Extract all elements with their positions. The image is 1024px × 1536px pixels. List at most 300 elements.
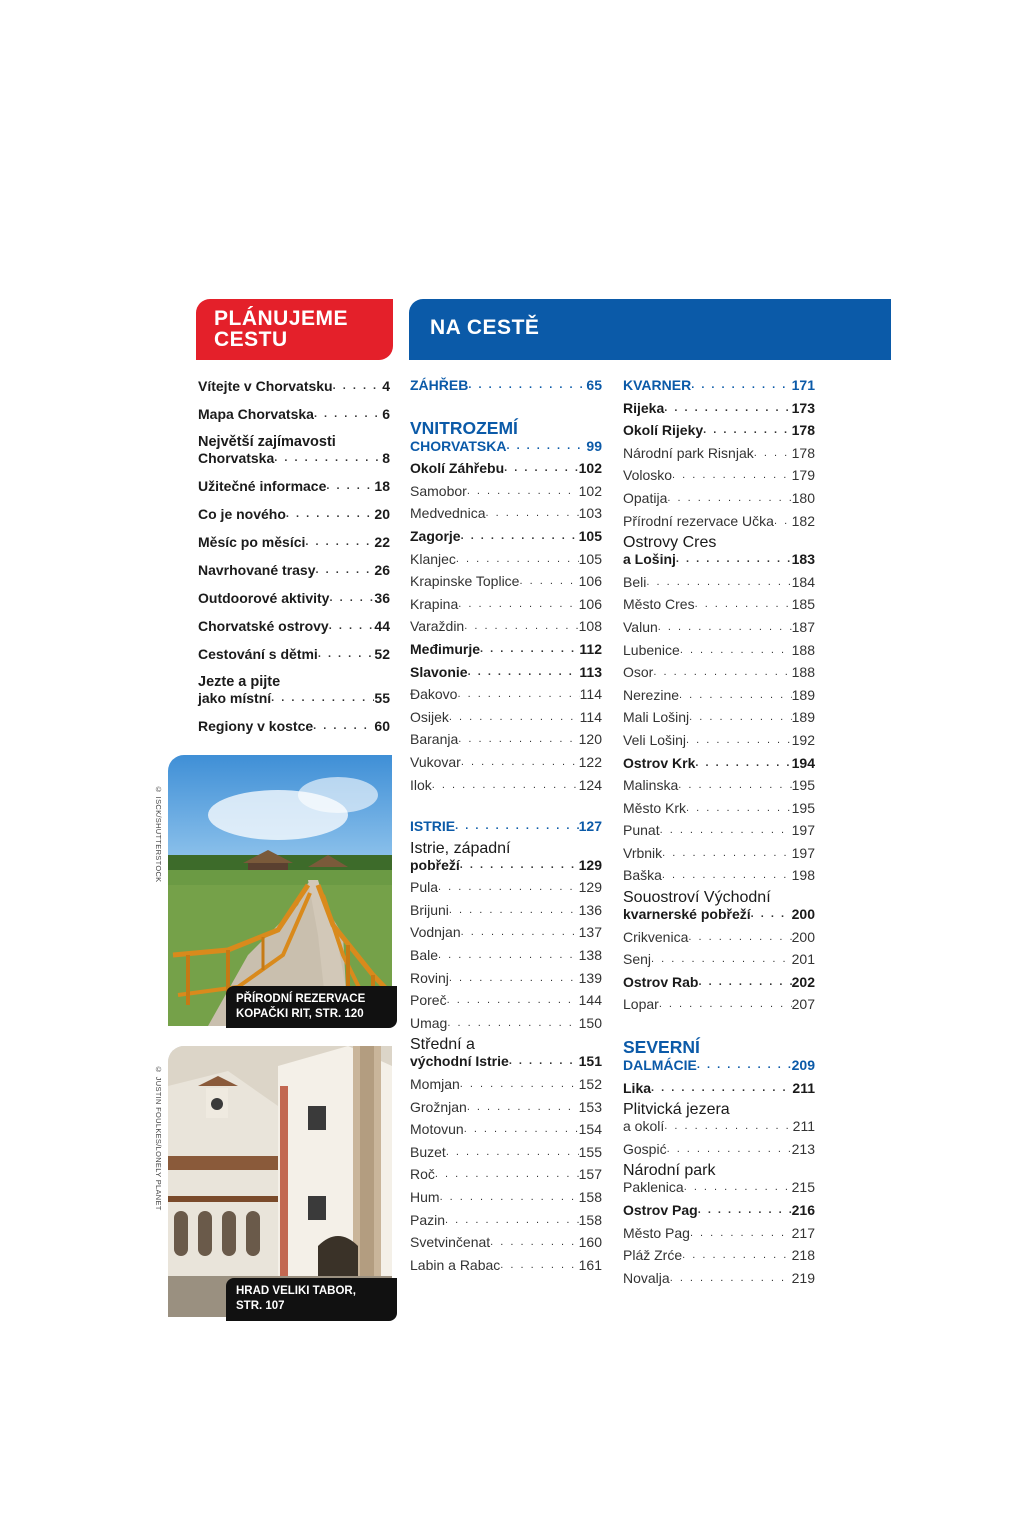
toc-entry-label: Nerezine <box>623 686 680 703</box>
toc-entry-row <box>623 709 815 725</box>
toc-entry-row <box>623 951 815 967</box>
toc-entry <box>410 1257 602 1273</box>
toc-entry-label: Přírodní rezervace Učka <box>623 512 774 529</box>
toc-page-number: 189 <box>791 709 815 726</box>
toc-page-number: 6 <box>382 406 390 422</box>
toc-page-number: 55 <box>374 690 390 706</box>
toc-leader-dots <box>676 551 792 567</box>
toc-entry-row <box>623 867 815 883</box>
caption-2-line1: HRAD VELIKI TABOR, <box>236 1285 356 1297</box>
toc-entry-label: Ilok <box>410 776 432 793</box>
toc-entry-row <box>623 664 815 680</box>
toc-leader-dots <box>695 755 791 771</box>
toc-leader-dots <box>438 879 579 895</box>
toc-entry-row <box>410 377 602 393</box>
toc-page-number: 153 <box>578 1098 602 1115</box>
toc-entry <box>410 1234 602 1250</box>
section-heading <box>410 419 602 454</box>
toc-entry-row <box>410 686 602 702</box>
toc-entry <box>410 777 602 793</box>
toc-entry-row <box>410 709 602 725</box>
toc-subsection <box>623 755 815 771</box>
photo-credit-1: © ISCK/SHUTTERSTOCK <box>154 785 163 883</box>
toc-entry-row <box>410 641 602 657</box>
toc-entry-label: Baška <box>623 867 662 884</box>
toc-leader-dots <box>318 646 375 662</box>
toc-entry-label: Đakovo <box>410 686 458 703</box>
toc-page-number: 139 <box>578 969 602 986</box>
toc-page-number: 187 <box>791 618 815 635</box>
toc-page-number: 136 <box>578 901 602 918</box>
toc-entry <box>623 687 815 703</box>
toc-entry <box>410 754 602 770</box>
toc-page-number: 113 <box>579 663 602 680</box>
toc-page-number: 22 <box>374 534 390 550</box>
planning-toc-entry <box>198 506 390 522</box>
toc-page-number: 26 <box>374 562 390 578</box>
toc-entry-row <box>623 490 815 506</box>
toc-page-number: 188 <box>791 641 815 658</box>
toc-page-number: 171 <box>791 377 815 393</box>
toc-entry-row <box>623 929 815 945</box>
toc-page-number: 155 <box>578 1143 602 1160</box>
section-heading <box>623 377 815 393</box>
toc-entry-row <box>623 687 815 703</box>
toc-entry-row <box>410 551 602 567</box>
toc-page-number: 216 <box>791 1202 815 1218</box>
toc-entry-row <box>623 642 815 658</box>
section-heading <box>623 1038 815 1073</box>
toc-page-number: 188 <box>791 664 815 681</box>
toc-entry-label: Regiony v kostce <box>198 718 314 734</box>
toc-entry-row <box>198 646 390 662</box>
planning-toc-entry <box>198 434 390 466</box>
toc-subsection <box>623 974 815 990</box>
toc-entry-row <box>198 690 390 706</box>
toc-page-number: 211 <box>792 1079 815 1096</box>
toc-entry-label: Labin a Rabac <box>410 1256 501 1273</box>
toc-entry <box>623 490 815 506</box>
toc-leader-dots <box>689 709 792 725</box>
toc-page-number: 44 <box>374 618 390 634</box>
toc-page-number: 127 <box>578 818 602 835</box>
toc-entry-row <box>623 422 815 438</box>
toc-entry-row <box>410 528 602 544</box>
toc-page-number: 219 <box>791 1269 815 1286</box>
planning-toc-entry <box>198 646 390 662</box>
toc-entry-row <box>623 377 815 393</box>
toc-leader-dots <box>458 731 578 747</box>
toc-entry-row <box>410 460 602 476</box>
toc-page-number: 178 <box>791 422 815 439</box>
toc-entry-label: Národní park Risnjak <box>623 444 754 461</box>
toc-page-number: 201 <box>791 951 815 968</box>
photo-veliki-tabor <box>168 1046 392 1317</box>
toc-page-number: 207 <box>791 996 815 1013</box>
toc-leader-dots <box>446 1144 579 1160</box>
toc-page-number: 195 <box>791 777 815 794</box>
toc-page-number: 218 <box>791 1247 815 1264</box>
toc-entry <box>623 642 815 658</box>
toc-leader-dots <box>703 422 791 438</box>
toc-entry-label: Vukovar <box>410 753 461 770</box>
toc-entry-label: Pula <box>410 879 439 896</box>
toc-page-number: 183 <box>791 551 815 568</box>
tab-planning-line2: CESTU <box>214 328 288 351</box>
toc-entry-label: Co je nového <box>198 506 286 522</box>
toc-entry-label: Samobor <box>410 482 467 499</box>
toc-entry-row <box>410 1234 602 1250</box>
toc-entry <box>410 1212 602 1228</box>
toc-page-number: 157 <box>578 1166 602 1183</box>
toc-entry-label: Medvednica <box>410 505 486 522</box>
toc-entry-label: Crikvenica <box>623 928 689 945</box>
toc-label-line1: Souostroví Východní <box>623 889 771 907</box>
toc-entry-label: Ostrov Rab <box>623 973 699 990</box>
toc-leader-dots <box>672 467 792 483</box>
toc-entry-row <box>410 1257 602 1273</box>
toc-leader-dots <box>684 1179 792 1195</box>
toc-entry-label: Krapinske Toplice <box>410 573 520 590</box>
toc-leader-dots <box>468 664 580 680</box>
toc-entry-row <box>623 574 815 590</box>
toc-leader-dots <box>662 867 792 883</box>
toc-page-number: 200 <box>791 928 815 945</box>
toc-entry-row <box>410 1166 602 1182</box>
toc-leader-dots <box>667 490 791 506</box>
toc-entry-label: ISTRIE <box>410 818 456 835</box>
toc-subsection <box>410 664 602 680</box>
toc-entry <box>410 1166 602 1182</box>
photo-caption-2 <box>226 1278 397 1321</box>
planning-toc-entry <box>198 618 390 634</box>
toc-entry <box>623 513 815 529</box>
toc-entry <box>410 924 602 940</box>
toc-entry-label: Mapa Chorvatska <box>198 406 314 422</box>
toc-page-number: 211 <box>792 1118 815 1135</box>
toc-entry-label: Cestování s dětmi <box>198 646 318 662</box>
toc-entry <box>623 709 815 725</box>
toc-leader-dots <box>751 906 792 922</box>
planning-toc-entry <box>198 406 390 422</box>
toc-entry <box>623 1102 815 1134</box>
toc-page-number: 194 <box>791 754 815 771</box>
toc-entry-label: Osijek <box>410 708 449 725</box>
toc-entry <box>410 1189 602 1205</box>
toc-entry-row <box>623 513 815 529</box>
toc-leader-dots <box>464 618 578 634</box>
toc-entry-label: jako místní <box>198 690 272 706</box>
toc-label-line1: Střední a <box>410 1036 475 1054</box>
toc-entry <box>410 1099 602 1115</box>
toc-leader-dots <box>461 924 579 940</box>
toc-entry-label: Brijuni <box>410 901 449 918</box>
toc-entry-label: Momjan <box>410 1076 460 1093</box>
section-heading <box>410 818 602 834</box>
toc-entry-row <box>410 992 602 1008</box>
toc-page-number: 102 <box>578 482 602 499</box>
toc-entry-row <box>410 754 602 770</box>
toc-entry-label: Novalja <box>623 1269 670 1286</box>
toc-entry-label: Ostrov Krk <box>623 754 696 771</box>
toc-entry-row <box>410 1099 602 1115</box>
toc-entry-label: Baranja <box>410 731 459 748</box>
toc-leader-dots <box>660 822 792 838</box>
toc-leader-dots <box>449 902 579 918</box>
toc-entry-label: Lika <box>623 1079 652 1096</box>
toc-page-number: 36 <box>374 590 390 606</box>
toc-leader-dots <box>461 754 579 770</box>
toc-entry <box>410 1121 602 1137</box>
toc-entry <box>623 867 815 883</box>
toc-leader-dots <box>686 732 792 748</box>
toc-entry-row <box>198 618 390 634</box>
toc-leader-dots <box>458 596 578 612</box>
toc-leader-dots <box>447 992 579 1008</box>
planning-toc-entry <box>198 534 390 550</box>
section-spacer <box>623 1019 815 1038</box>
toc-entry-label: Krapina <box>410 595 459 612</box>
toc-subsection <box>410 841 602 873</box>
toc-entry-row <box>410 902 602 918</box>
toc-entry-label: Punat <box>623 822 660 839</box>
toc-entry-row <box>623 732 815 748</box>
toc-leader-dots <box>651 951 792 967</box>
toc-entry-row <box>623 755 815 771</box>
toc-subsection <box>623 400 815 416</box>
toc-leader-dots <box>271 690 374 706</box>
toc-leader-dots <box>467 483 579 499</box>
toc-entry-label: Malinska <box>623 777 679 794</box>
toc-label-line1: SEVERNÍ <box>623 1037 700 1058</box>
toc-entry-label: východní Istrie <box>410 1053 509 1070</box>
toc-leader-dots <box>662 845 791 861</box>
toc-leader-dots <box>691 377 791 393</box>
toc-entry-label: Buzet <box>410 1143 446 1160</box>
toc-entry-row <box>623 1202 815 1218</box>
toc-subsection <box>623 1080 815 1096</box>
toc-entry-row <box>410 664 602 680</box>
toc-page-number: 4 <box>382 378 390 394</box>
toc-entry <box>410 483 602 499</box>
toc-subsection <box>623 535 815 567</box>
toc-entry-label: Ostrov Pag <box>623 1202 698 1218</box>
toc-page-number: 106 <box>578 573 602 590</box>
toc-page-number: 144 <box>578 992 602 1009</box>
photo-credit-2: © JUSTIN FOULKES/LONELY PLANET <box>154 1065 163 1211</box>
planning-toc-entry <box>198 674 390 706</box>
toc-leader-dots <box>313 718 374 734</box>
toc-entry-label: Grožnjan <box>410 1098 467 1115</box>
toc-entry-row <box>410 596 602 612</box>
toc-entry-label: KVARNER <box>623 377 692 393</box>
toc-entry-row <box>623 845 815 861</box>
toc-entry-row <box>198 718 390 734</box>
toc-entry-label: Bale <box>410 947 439 964</box>
toc-entry-label: Lubenice <box>623 641 680 658</box>
section-spacer <box>410 799 602 818</box>
toc-entry-row <box>623 445 815 461</box>
toc-entry-label: Valun <box>623 618 658 635</box>
toc-entry-label-line1: Jezte a pijte <box>198 674 281 690</box>
toc-entry-label: Lopar <box>623 996 659 1013</box>
toc-entry <box>623 777 815 793</box>
toc-leader-dots <box>435 1166 579 1182</box>
toc-leader-dots <box>698 1202 792 1218</box>
toc-label-line1: Národní park <box>623 1162 716 1180</box>
toc-entry-label: Město Krk <box>623 799 687 816</box>
toc-entry-row <box>410 947 602 963</box>
toc-leader-dots <box>274 450 382 466</box>
toc-page-number: 138 <box>578 947 602 964</box>
toc-leader-dots <box>432 777 579 793</box>
toc-leader-dots <box>333 378 383 394</box>
toc-entry-label: Poreč <box>410 992 447 1009</box>
toc-entry-row <box>410 731 602 747</box>
toc-entry-row <box>198 562 390 578</box>
toc-entry <box>410 731 602 747</box>
planning-toc-entry <box>198 718 390 734</box>
toc-entry-row <box>410 483 602 499</box>
toc-entry-row <box>410 924 602 940</box>
toc-entry-label: Varaždin <box>410 618 465 635</box>
toc-entry <box>623 1247 815 1263</box>
section-heading <box>410 377 602 393</box>
toc-page-number: 185 <box>791 596 815 613</box>
toc-entry-label: Pláž Zrće <box>623 1247 683 1264</box>
toc-leader-dots <box>664 1118 792 1134</box>
toc-entry-row <box>623 619 815 635</box>
toc-page-number: 180 <box>791 489 815 506</box>
toc-entry-row <box>410 818 602 834</box>
toc-entry-row <box>623 1270 815 1286</box>
toc-entry-row <box>410 970 602 986</box>
toc-leader-dots <box>686 800 792 816</box>
toc-label-line1: Ostrovy Cres <box>623 534 717 552</box>
toc-entry-label: Roč <box>410 1166 435 1183</box>
toc-entry-row <box>410 1015 602 1031</box>
toc-entry-label: kvarnerské pobřeží <box>623 906 751 923</box>
toc-entry-label: Osor <box>623 664 654 681</box>
toc-leader-dots <box>447 1015 578 1031</box>
toc-page-number: 154 <box>578 1121 602 1138</box>
toc-entry-row <box>623 400 815 416</box>
toc-entry-label: Outdoorové aktivity <box>198 590 330 606</box>
toc-entry-row <box>623 777 815 793</box>
toc-entry-label: Umag <box>410 1014 448 1031</box>
toc-page-number: 137 <box>578 924 602 941</box>
toc-page-number: 8 <box>382 450 390 466</box>
toc-entry-row <box>198 590 390 606</box>
toc-entry-label: Měsíc po měsíci <box>198 534 306 550</box>
toc-entry-row <box>410 1076 602 1092</box>
toc-entry-row <box>198 450 390 466</box>
toc-entry-row <box>198 478 390 494</box>
toc-leader-dots <box>659 996 792 1012</box>
toc-leader-dots <box>305 534 374 550</box>
toc-entry-label: a Lošinj <box>623 551 676 568</box>
toc-page-number: 120 <box>578 731 602 748</box>
toc-leader-dots <box>688 929 791 945</box>
toc-entry-label: Rijeka <box>623 399 665 416</box>
toc-entry <box>623 1270 815 1286</box>
toc-column-2 <box>410 377 602 1279</box>
toc-leader-dots <box>455 818 579 834</box>
toc-entry-row <box>623 800 815 816</box>
toc-page-number: 103 <box>578 505 602 522</box>
toc-entry-label: Okolí Rijeky <box>623 422 704 439</box>
toc-entry-row <box>410 1121 602 1137</box>
toc-entry-row <box>410 1212 602 1228</box>
toc-leader-dots <box>506 438 586 454</box>
toc-page-number: 198 <box>791 867 815 884</box>
toc-entry <box>623 1141 815 1157</box>
toc-entry-label: Slavonie <box>410 663 468 680</box>
toc-entry-row <box>623 996 815 1012</box>
toc-leader-dots <box>316 562 375 578</box>
toc-page-number: 114 <box>579 708 602 725</box>
toc-leader-dots <box>690 1225 792 1241</box>
toc-leader-dots <box>667 1141 792 1157</box>
toc-page-number: 158 <box>578 1211 602 1228</box>
toc-leader-dots <box>445 1212 579 1228</box>
toc-leader-dots <box>468 377 586 393</box>
toc-page-number: 52 <box>374 646 390 662</box>
toc-entry-label: Pazin <box>410 1211 446 1228</box>
toc-leader-dots <box>326 478 374 494</box>
toc-leader-dots <box>460 857 579 873</box>
toc-page-number: 105 <box>578 527 602 544</box>
toc-entry-label-line1: Největší zajímavosti <box>198 434 336 450</box>
toc-leader-dots <box>286 506 375 522</box>
toc-entry-row <box>623 551 815 567</box>
section-spacer <box>410 400 602 419</box>
toc-entry-label: Beli <box>623 573 647 590</box>
toc-entry <box>623 574 815 590</box>
toc-page-number: 106 <box>578 595 602 612</box>
tab-on-the-road-label: NA CESTĚ <box>430 316 540 339</box>
toc-page-number: 215 <box>791 1179 815 1196</box>
toc-entry <box>623 996 815 1012</box>
toc-page-number: 122 <box>578 753 602 770</box>
toc-page-number: 129 <box>578 879 602 896</box>
toc-entry-row <box>198 378 390 394</box>
toc-leader-dots <box>651 1080 792 1096</box>
toc-entry <box>410 947 602 963</box>
toc-entry-row <box>623 1080 815 1096</box>
toc-entry-row <box>410 438 602 454</box>
toc-entry <box>623 951 815 967</box>
toc-entry-row <box>623 1057 815 1073</box>
toc-page-number: 197 <box>791 844 815 861</box>
toc-entry-label: Vrbnik <box>623 844 663 861</box>
toc-page-number: 189 <box>791 686 815 703</box>
toc-entry-row <box>623 1179 815 1195</box>
toc-entry <box>410 573 602 589</box>
toc-page-number: 108 <box>578 618 602 635</box>
toc-page-number: 217 <box>791 1224 815 1241</box>
toc-entry-label: Volosko <box>623 467 673 484</box>
toc-label-line1: VNITROZEMÍ <box>410 417 518 438</box>
toc-leader-dots <box>519 573 578 589</box>
toc-entry-row <box>410 857 602 873</box>
toc-entry-label: Chorvatské ostrovy <box>198 618 329 634</box>
toc-entry <box>623 822 815 838</box>
toc-entry-row <box>410 1053 602 1069</box>
planning-toc-entry <box>198 378 390 394</box>
toc-entry <box>410 879 602 895</box>
toc-entry-label: Rovinj <box>410 969 449 986</box>
